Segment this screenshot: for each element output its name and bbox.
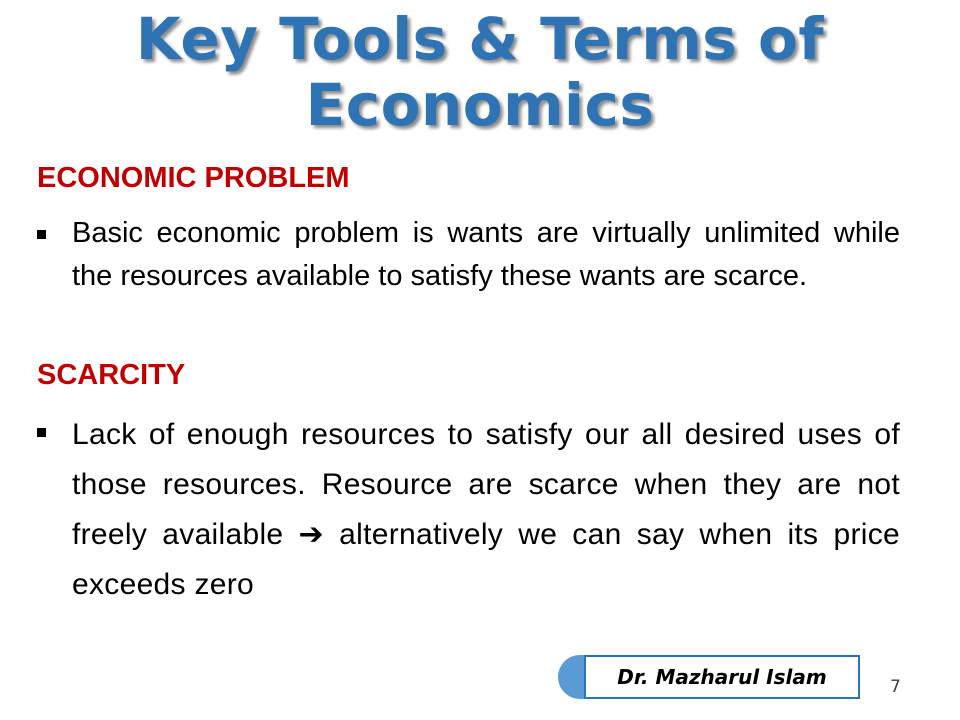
bullet-scarcity bbox=[37, 410, 900, 610]
author-name: Dr. Mazharul Islam bbox=[584, 655, 860, 699]
square-bullet-icon bbox=[37, 410, 65, 443]
author-footer bbox=[558, 655, 860, 699]
section-heading-scarcity: SCARCITY bbox=[37, 359, 186, 391]
square-bullet-icon bbox=[37, 212, 65, 255]
page-number: 7 bbox=[890, 677, 901, 697]
slide-title: Key Tools & Terms of Economics bbox=[135, 5, 825, 139]
bullet-text-part1: Lack of enough resources to satisfy our all desired uses of those resources. Resource are scarce when they are not freely available bbox=[72, 418, 900, 551]
right-arrow-icon: ➔ bbox=[298, 517, 324, 552]
bullet-text-part2: alternatively we can say when its price exceeds zero bbox=[72, 518, 901, 601]
bullet-text: Basic economic problem is wants are virtually unlimited while the resources available to satisfy these wants are scarce. bbox=[72, 217, 900, 292]
bullet-text bbox=[72, 410, 900, 610]
section-heading-economic-problem: ECONOMIC PROBLEM bbox=[37, 162, 350, 194]
bullet-economic-problem bbox=[37, 212, 900, 298]
